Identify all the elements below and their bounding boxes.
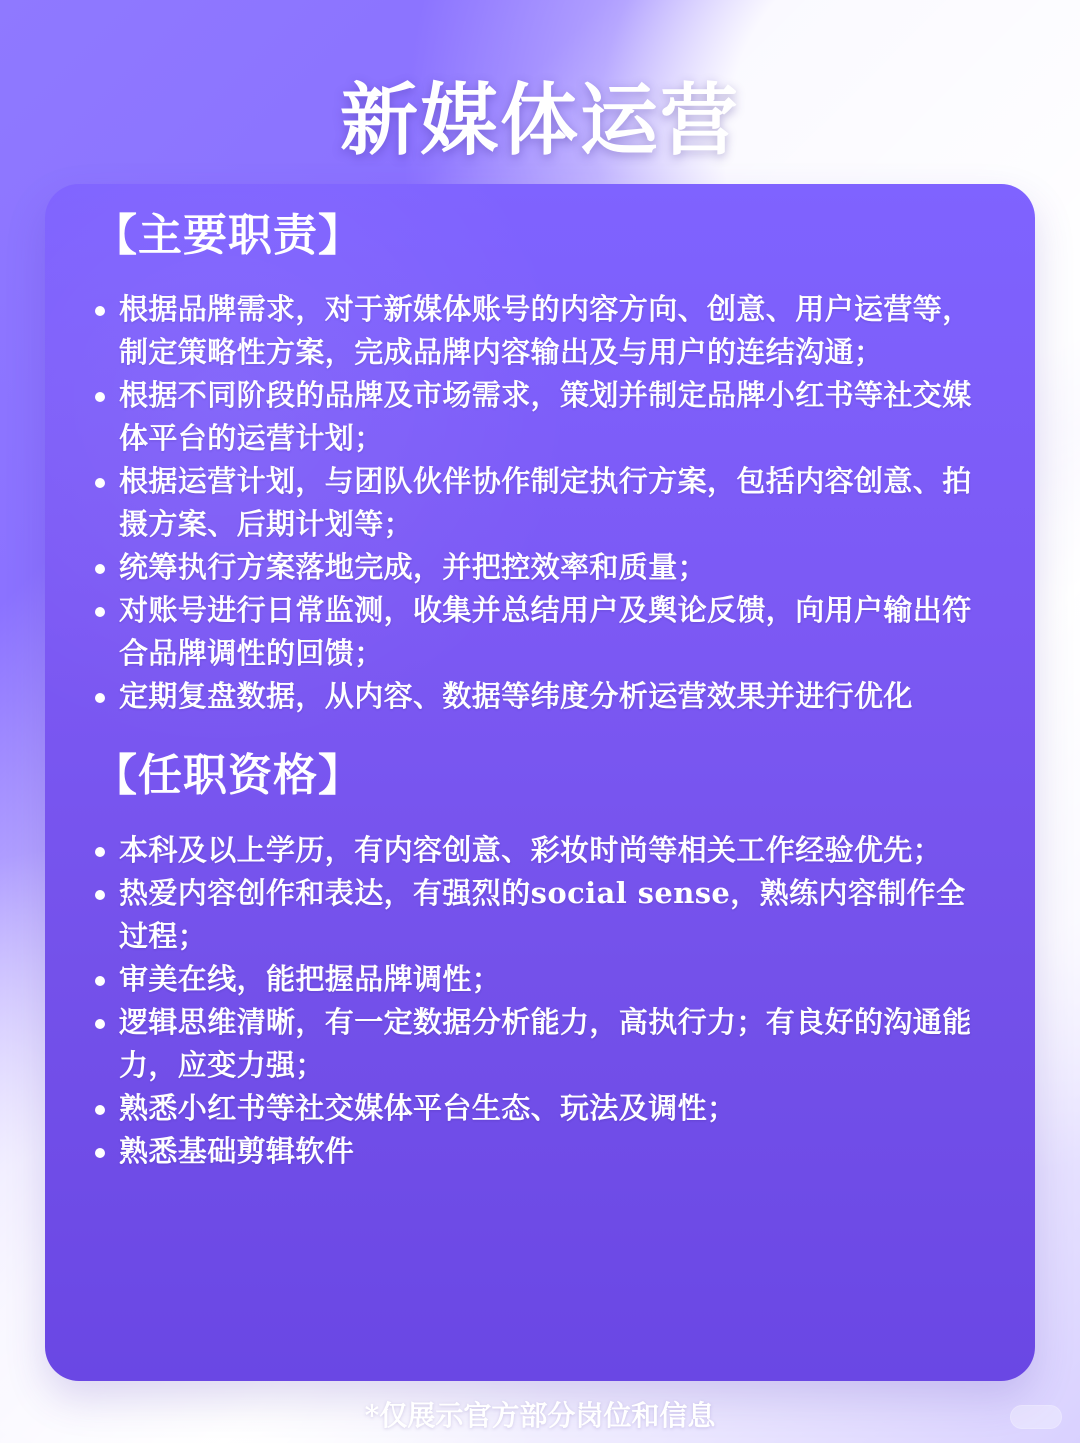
bullet-dot [95, 847, 105, 857]
qualifications-text: 审美在线，能把握品牌调性； [119, 961, 502, 996]
duties-text: 根据品牌需求，对于新媒体账号的内容方向、创意、用户运营等，制定策略性方案，完成品牌内容输出及与用户的连结沟通； [119, 292, 972, 370]
section-duties [93, 212, 987, 718]
duties-item [93, 546, 987, 589]
qualifications-text: 熟悉小红书等社交媒体平台生态、玩法及调性； [119, 1090, 737, 1125]
qualifications-item [93, 829, 987, 872]
section-title-qualifications: 【任职资格】 [93, 750, 363, 802]
bullet-dot [95, 976, 105, 986]
bullet-dot [95, 693, 105, 703]
qualifications-text: 热爱内容创作和表达，有强烈的social sense，熟练内容制作全过程； [119, 875, 966, 953]
duties-text: 对账号进行日常监测，收集并总结用户及舆论反馈，向用户输出符合品牌调性的回馈； [119, 593, 972, 671]
bullet-dot [95, 1148, 105, 1158]
duties-text: 根据不同阶段的品牌及市场需求，策划并制定品牌小红书等社交媒体平台的运营计划； [119, 378, 972, 456]
duties-list [93, 288, 987, 718]
duties-text: 定期复盘数据，从内容、数据等纬度分析运营效果并进行优化 [119, 679, 913, 714]
page-title: 新媒体运营 [339, 75, 740, 166]
content-card [45, 184, 1035, 1381]
corner-badge [1010, 1405, 1062, 1429]
qualifications-text: 逻辑思维清晰，有一定数据分析能力，高执行力；有良好的沟通能力，应变力强； [119, 1004, 972, 1082]
section-qualifications [93, 752, 987, 1172]
duties-item [93, 288, 987, 374]
duties-item [93, 460, 987, 546]
bullet-dot [95, 1019, 105, 1029]
bullet-dot [95, 392, 105, 402]
qualifications-item [93, 872, 987, 958]
qualifications-item [93, 1130, 987, 1173]
footer-note: *仅展示官方部分岗位和信息 [364, 1399, 716, 1432]
section-spacer [93, 718, 987, 752]
qualifications-item [93, 1087, 987, 1130]
bullet-dot [95, 607, 105, 617]
qualifications-item [93, 1001, 987, 1087]
bullet-dot [95, 564, 105, 574]
qualifications-list [93, 829, 987, 1173]
section-title-duties: 【主要职责】 [93, 210, 363, 261]
duties-item [93, 589, 987, 675]
duties-item [93, 675, 987, 718]
bullet-dot [95, 306, 105, 316]
duties-text: 统筹执行方案落地完成，并把控效率和质量； [119, 550, 708, 585]
qualifications-text: 熟悉基础剪辑软件 [119, 1133, 355, 1168]
bullet-dot [95, 1105, 105, 1115]
qualifications-item [93, 958, 987, 1001]
duties-text: 根据运营计划，与团队伙伴协作制定执行方案，包括内容创意、拍摄方案、后期计划等； [119, 464, 972, 542]
bullet-dot [95, 890, 105, 900]
qualifications-text: 本科及以上学历，有内容创意、彩妆时尚等相关工作经验优先； [119, 832, 943, 867]
duties-item [93, 374, 987, 460]
bullet-dot [95, 478, 105, 488]
